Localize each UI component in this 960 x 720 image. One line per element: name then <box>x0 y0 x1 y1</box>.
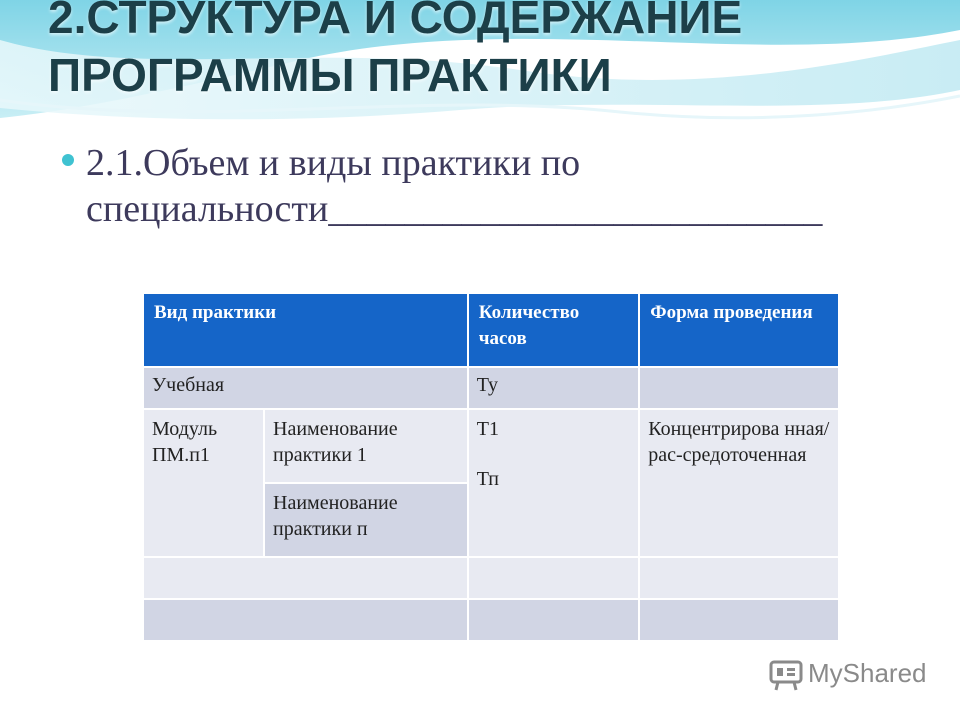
table-row <box>144 368 838 408</box>
hours-t1: Т1 <box>476 418 499 440</box>
myshared-logo-text: MyShared <box>808 658 927 688</box>
cell-hours: Ту <box>469 368 638 408</box>
cell-practice-name-n: Наименование практики п <box>265 484 467 556</box>
practice-table <box>142 292 840 642</box>
cell-module-hours <box>469 410 638 556</box>
cell-empty <box>640 600 838 640</box>
header-form: Форма проведения <box>640 294 838 366</box>
bullet-dot-icon <box>62 154 74 166</box>
slide-title: 2.СТРУКТУРА И СОДЕРЖАНИЕ ПРОГРАММЫ ПРАКТИКИ <box>48 0 743 101</box>
cell-module: Модуль ПМ.п1 <box>144 410 263 556</box>
table-row <box>144 558 838 598</box>
cell-empty <box>469 600 638 640</box>
cell-module-form: Концентрирова нная/рас-средоточенная <box>640 410 838 556</box>
cell-form <box>640 368 838 408</box>
cell-practice-name-1: Наименование практики 1 <box>265 410 467 482</box>
cell-type: Учебная <box>144 368 467 408</box>
myshared-logo-icon <box>768 658 804 694</box>
header-type: Вид практики <box>144 294 467 366</box>
bullet-text: 2.1.Объем и виды практики по специальности__________________________ <box>86 142 823 230</box>
table-header-row <box>144 294 838 366</box>
cell-empty <box>144 600 467 640</box>
cell-empty <box>640 558 838 598</box>
cell-empty <box>469 558 638 598</box>
myshared-logo <box>768 656 928 696</box>
table-row <box>144 410 838 482</box>
table-row <box>144 600 838 640</box>
cell-empty <box>144 558 467 598</box>
hours-tn: Тп <box>476 468 499 490</box>
header-hours: Количество часов <box>469 294 638 366</box>
